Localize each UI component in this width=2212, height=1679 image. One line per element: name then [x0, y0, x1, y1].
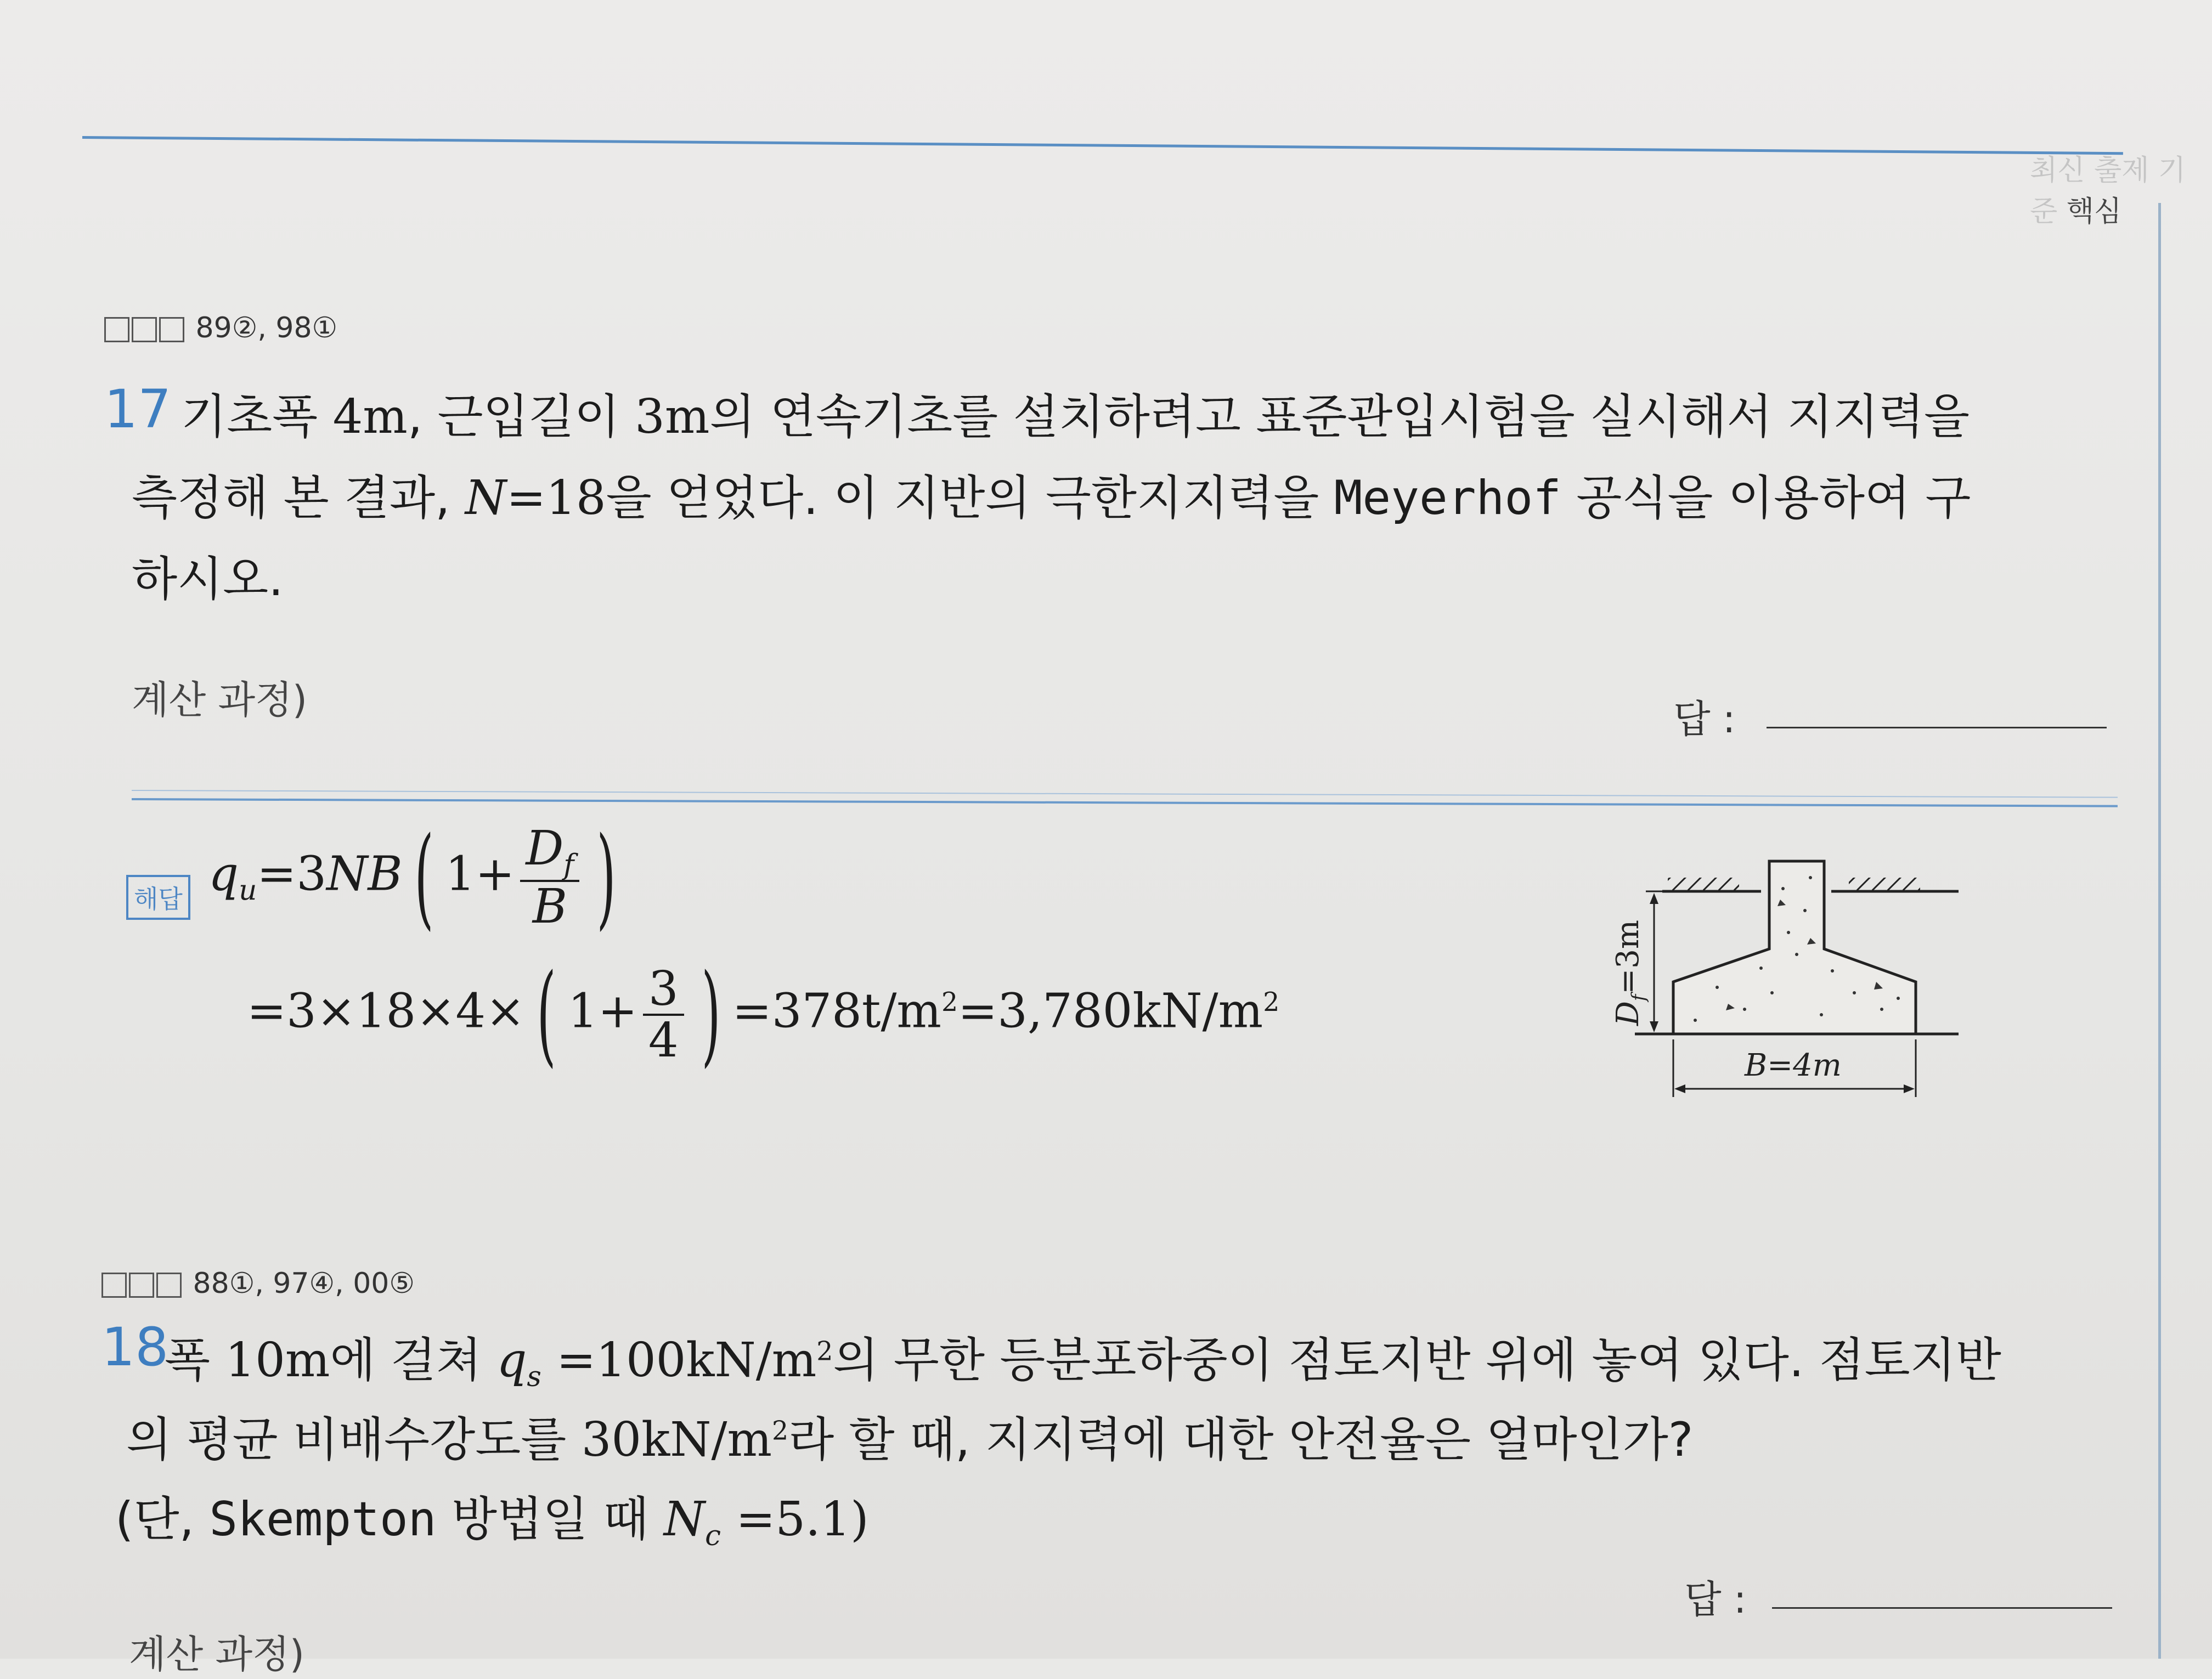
q18-nc-value: =5.1) [721, 1492, 869, 1547]
q18-n-symbol: N [663, 1492, 706, 1547]
q17-line-2 [132, 460, 1971, 528]
q18-n-subscript: c [705, 1519, 721, 1553]
soil-hatch-icon [1849, 878, 1920, 891]
q18-text: 에 걸쳐 [330, 1333, 497, 1388]
q17-number: 17 [104, 378, 172, 440]
q18-text: 방법일 때 [436, 1492, 664, 1547]
q17-n-value: =18 [506, 471, 606, 525]
footing-diagram [1580, 845, 1964, 1105]
q18-load-value: =100kN/m [541, 1333, 817, 1388]
eq-product: =3×18×4× [247, 983, 526, 1039]
eq-result-tonnes: =378t/m [732, 983, 941, 1039]
b-label: B=4m [1745, 1048, 1842, 1083]
df-value: =3m [1610, 920, 1646, 994]
q17-text: , 근입길이 [407, 389, 635, 444]
eq-one-plus: 1+ [568, 983, 637, 1039]
q17-line-1 [181, 378, 1970, 446]
q18-meta [101, 1267, 415, 1300]
q18-line-3 [115, 1481, 869, 1552]
q18-number: 18 [101, 1316, 169, 1378]
left-paren-icon: ( [537, 951, 556, 1078]
checkbox-square-icon [132, 317, 157, 342]
running-header [2030, 147, 2212, 229]
header-dark-text: 핵심 [2066, 195, 2122, 228]
q17-text: 의 연속기초를 설치하려고 표준관입시험을 실시해서 지지력을 [709, 389, 1970, 444]
solution-badge: 해답 [126, 875, 190, 920]
solution-equation-1 [208, 813, 628, 941]
q18-text: 의 평균 비배수강도를 [126, 1412, 582, 1467]
section-separator [132, 798, 2118, 807]
q17-text: 기초폭 [181, 389, 333, 444]
checkbox-square-icon [101, 1273, 127, 1298]
eq-q-symbol: q [208, 846, 239, 902]
right-paren-icon: ) [596, 813, 616, 941]
q18-text: (단, [115, 1492, 210, 1547]
q17-calc-label: 계산 과정) [132, 677, 308, 722]
eq-exponent: 2 [941, 987, 958, 1017]
q18-answer-label: 답 : [1684, 1577, 1747, 1622]
q18-q-subscript: s [527, 1360, 541, 1394]
arrow-left-icon [1674, 1084, 1685, 1093]
q17-text: 을 얻었다. 이 지반의 극한지지력을 [606, 471, 1334, 525]
checkbox-square-icon [159, 317, 184, 342]
eq-d-symbol: D [526, 821, 564, 876]
eq-numerator: 3 [643, 964, 684, 1016]
eq-denominator: 4 [648, 1013, 679, 1068]
header-faded-text: 최신 출제 기준 [2030, 154, 2186, 228]
eq-fraction-df-b [520, 821, 579, 935]
eq-coefficient: =3 [257, 846, 327, 902]
eq-fraction-3-4 [643, 961, 684, 1068]
q18-text: 폭 [165, 1333, 225, 1388]
eq-exponent: 2 [1263, 987, 1280, 1017]
q18-calc-label: 계산 과정) [129, 1632, 305, 1677]
checkbox-square-icon [104, 317, 129, 342]
eq-d-subscript: f [563, 848, 574, 881]
eq-q-subscript: u [239, 874, 257, 907]
q18-line-1 [165, 1322, 2001, 1393]
eq-b-symbol: B [532, 879, 567, 935]
arrow-down-icon [1650, 1021, 1658, 1032]
q17-answer-line[interactable] [1767, 727, 2107, 728]
q18-answer-line[interactable] [1772, 1607, 2112, 1609]
q18-line-2 [126, 1401, 1693, 1469]
checkbox-square-icon [156, 1273, 182, 1298]
q18-method-name: Skempton [209, 1492, 437, 1547]
q17-meta [104, 312, 337, 344]
eq-result-kn: =3,780kN/m [958, 983, 1263, 1039]
q18-years: 88①, 97④, 00⑤ [193, 1267, 415, 1300]
left-paren-icon: ( [414, 813, 434, 941]
q17-line-3: 하시오. [132, 552, 284, 607]
q17-n-symbol: N [465, 471, 507, 525]
q18-strength-value: 30kN/m [581, 1412, 772, 1467]
q18-q-symbol: q [496, 1333, 527, 1388]
q17-answer-label: 답 : [1673, 697, 1736, 742]
textbook-page: ​ 최신 출제 기준 핵심 89②, 98① 17 기초폭 4m, 근입길이 3m의 연속기초를 설치하려고 표준관입시험을 실시해서 지지력을 측정해 본 결과, N=18을 얻었다. 이 지반의 극한지지력을 Meyerhof 공식을 이용하여 구 하시오. 계산 과정) 답 : 해답 $q_u=3NB$ ( 1+ $\frac{D_f}{B}$ ) =3×18×4× ( 1+ $\frac{3}{4}$ ) $=378t/m^2=3,780kN/m^2$ $D_f=3m$ B=4m 88①, 97④, 00⑤ 18 폭 10m에 걸쳐 $q_s =100kN/m^2$의 무한 등분포하중이 점토지반 위에 놓여 있다. 점토지반 의 평균 비배수강도를 $30kN/m^2$라 할 때, 지지력에 대한 안전율은 얼마인가? (단, Skempton 방법일 때 $N_c =5.1$) 답 : 계산 과정) [0, 0, 2212, 1659]
q18-text: 의 무한 등분포하중이 점토지반 위에 놓여 있다. 점토지반 [833, 1333, 2001, 1388]
eq-one-plus: 1+ [445, 846, 515, 902]
arrow-up-icon [1650, 893, 1658, 904]
q18-text: 라 할 때, 지지력에 대한 안전율은 얼마인가? [788, 1412, 1694, 1467]
page-margin-rule [2158, 203, 2161, 1659]
q17-text: 공식을 이용하여 구 [1561, 471, 1971, 525]
q18-exponent: 2 [816, 1336, 833, 1367]
arrow-right-icon [1904, 1084, 1915, 1093]
df-symbol: D [1610, 1001, 1646, 1026]
q17-years: 89②, 98① [195, 312, 338, 344]
header-rule [82, 136, 2123, 155]
q17-depth-value: 3m [635, 389, 710, 444]
q17-method-name: Meyerhof [1334, 471, 1561, 525]
q17-text: 측정해 본 결과, [132, 471, 465, 525]
df-subscript: f [1628, 994, 1650, 1002]
checkbox-square-icon [129, 1273, 154, 1298]
section-separator-thin [132, 790, 2118, 798]
q18-exponent: 2 [772, 1416, 789, 1446]
eq-nb-symbols: NB [326, 846, 403, 902]
right-paren-icon: ) [701, 951, 721, 1078]
solution-equation-2 [247, 951, 1280, 1078]
soil-hatch-icon [1668, 878, 1739, 891]
q18-width-value: 10m [225, 1333, 330, 1388]
q17-width-value: 4m [332, 389, 408, 444]
df-label [1610, 920, 1649, 1026]
